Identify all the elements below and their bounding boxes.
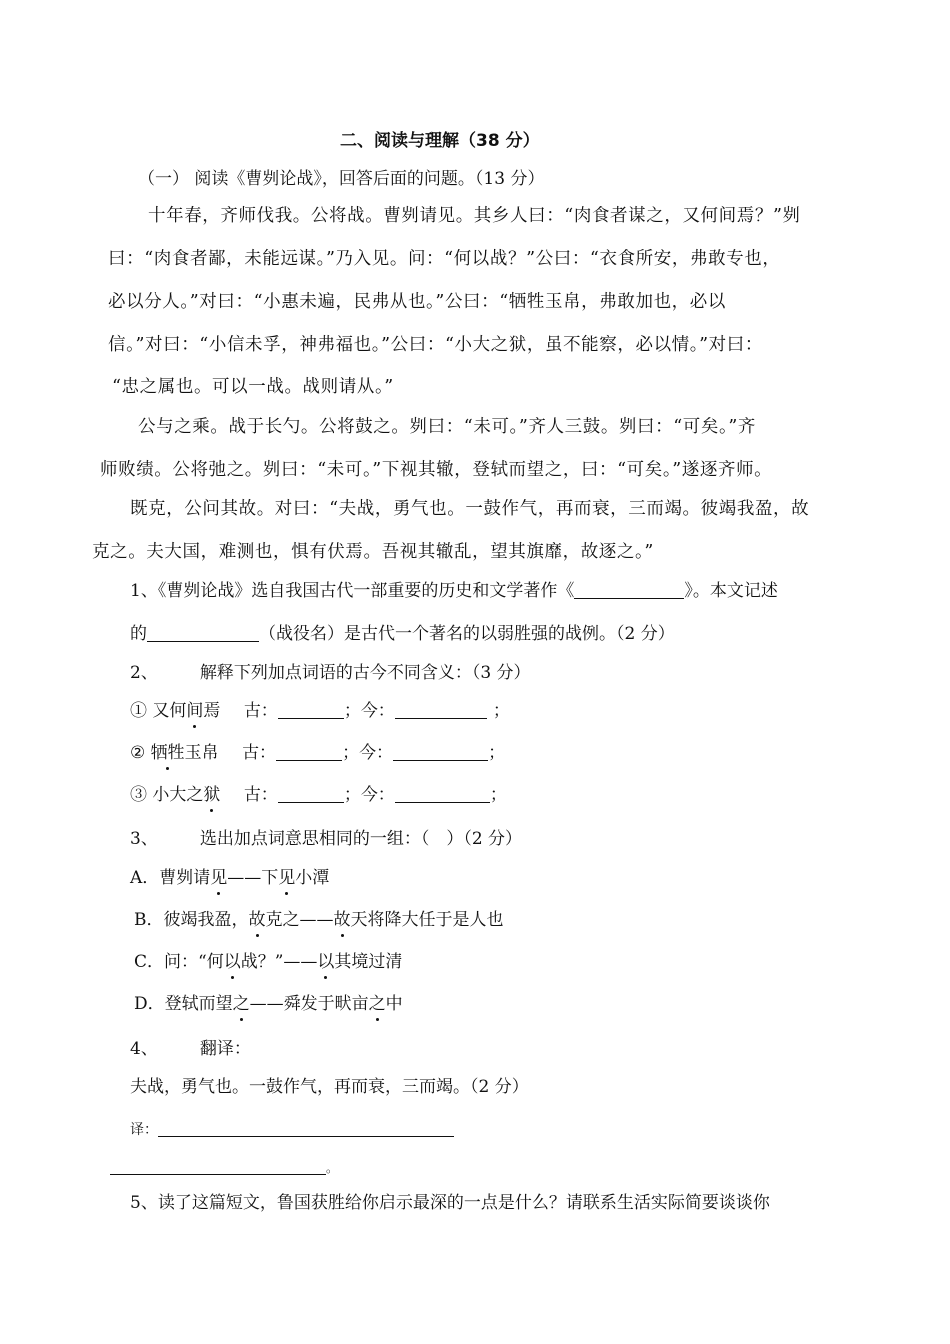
- item-mark: ②: [130, 743, 146, 763]
- option-a[interactable]: [130, 867, 329, 889]
- option-label: A．: [130, 868, 160, 888]
- passage-line: 既克，公问其故。对曰：“夫战，勇气也。一鼓作气，再而衰，三而竭。彼竭我盈，故: [130, 499, 810, 519]
- item-text: 焉: [203, 701, 221, 721]
- item-text: 玉帛: [184, 743, 219, 763]
- answer-blank-jin[interactable]: [395, 784, 490, 803]
- dotted-word: 以: [223, 952, 241, 972]
- section-title: 二、阅读与理解（38 分）: [340, 131, 540, 151]
- dotted-word: 间: [186, 701, 204, 721]
- q3-number: 3、: [130, 829, 158, 849]
- option-label: B．: [134, 910, 164, 930]
- separator: ；: [492, 701, 510, 721]
- item-text: 又何: [152, 701, 187, 721]
- option-text: 克之——: [265, 910, 334, 930]
- question-5: 5、读了这篇短文，鲁国获胜给你启示最深的一点是什么？请联系生活实际简要谈谈你: [130, 1193, 770, 1213]
- dotted-word: 见: [278, 868, 296, 888]
- separator: ；: [343, 785, 361, 805]
- answer-blank-battle[interactable]: [147, 623, 259, 642]
- option-b[interactable]: [134, 909, 504, 931]
- item-text: 小大之: [152, 785, 204, 805]
- passage-line: 公与之乘。战于长勺。公将鼓之。刿曰：“未可。”齐人三鼓。刿曰：“可矣。”齐: [138, 417, 756, 437]
- answer-blank-gu[interactable]: [276, 742, 342, 761]
- passage-line: 十年春，齐师伐我。公将战。曹刿请见。其乡人曰：“肉食者谋之，又何间焉？”刿: [148, 206, 801, 226]
- subsection-heading: （一） 阅读《曹刿论战》，回答后面的问题。（13 分）: [138, 169, 545, 189]
- option-text: ——舜发于畎亩: [249, 994, 369, 1014]
- jin-label: 今：: [359, 743, 394, 763]
- q4-number: 4、: [130, 1039, 158, 1059]
- option-text: 中: [385, 994, 403, 1014]
- jin-label: 今：: [360, 701, 395, 721]
- q1-text: （战役名）是古代一个著名的以弱胜强的战例。（2 分）: [259, 624, 675, 644]
- dotted-word: 故: [333, 910, 351, 930]
- option-text: 彼竭我盈，: [163, 910, 249, 930]
- dotted-word: 之: [232, 994, 250, 1014]
- answer-blank-gu[interactable]: [278, 700, 344, 719]
- answer-blank-jin[interactable]: [393, 742, 488, 761]
- q1-text: 的: [130, 624, 147, 644]
- option-label: D．: [134, 994, 165, 1014]
- answer-blank-gu[interactable]: [278, 784, 344, 803]
- dotted-word: 以: [317, 952, 335, 972]
- separator: ；: [343, 701, 361, 721]
- option-text: 战？”——: [240, 952, 318, 972]
- passage-line: 曰：“肉食者鄙，未能远谋。”乃入见。问：“何以战？”公曰：“衣食所安，弗敢专也，: [108, 249, 781, 269]
- option-text: 天将降大任于是人也: [350, 910, 504, 930]
- dotted-word: 狱: [203, 785, 221, 805]
- answer-blank-jin[interactable]: [395, 700, 487, 719]
- dotted-word: 故: [248, 910, 266, 930]
- option-d[interactable]: [134, 993, 403, 1015]
- q2-text: 解释下列加点词语的古今不同含义：（3 分）: [199, 663, 531, 683]
- q2-number: 2、: [130, 663, 158, 683]
- period: 。: [326, 1161, 339, 1175]
- option-text: 小潭: [295, 868, 330, 888]
- item-mark: ①: [130, 701, 147, 721]
- item-mark: ③: [130, 785, 147, 805]
- option-text: 曹刿请: [159, 868, 211, 888]
- passage-line: 师败绩。公将弛之。刿曰：“未可。”下视其辙，登轼而望之，曰：“可矣。”遂逐齐师。: [100, 460, 773, 480]
- dotted-word: 见: [210, 868, 228, 888]
- answer-blank-book[interactable]: [574, 580, 684, 599]
- separator: ；: [488, 743, 506, 763]
- yi-label: 译：: [130, 1122, 158, 1138]
- option-c[interactable]: [134, 951, 402, 973]
- separator: ；: [489, 785, 507, 805]
- translation-blank-2[interactable]: [110, 1156, 326, 1175]
- separator: ；: [342, 743, 360, 763]
- gu-label: 古：: [243, 701, 278, 721]
- passage-line: 必以分人。”对曰：“小惠未遍，民弗从也。”公曰：“牺牲玉帛，弗敢加也，必以: [108, 292, 726, 312]
- option-text: ——下: [227, 868, 279, 888]
- q1-text: 》。本文记述: [684, 581, 778, 601]
- passage-line: 信。”对曰：“小信未孚，神弗福也。”公曰：“小大之狱，虽不能察，必以情。”对曰：: [108, 335, 763, 355]
- gu-label: 古：: [243, 785, 278, 805]
- q3-text: 选出加点词意思相同的一组：（ ）（2 分）: [199, 829, 523, 849]
- option-label: C．: [134, 952, 165, 972]
- option-text: 其境过清: [334, 952, 403, 972]
- option-text: 登轼而望: [164, 994, 233, 1014]
- translation-blank-1[interactable]: [158, 1118, 454, 1137]
- dotted-word: 牺牲: [150, 743, 185, 763]
- gu-label: 古：: [242, 743, 277, 763]
- q4-text: 翻译：: [199, 1039, 251, 1059]
- dotted-word: 之: [368, 994, 386, 1014]
- option-text: 问：“何: [164, 952, 224, 972]
- passage-line: “忠之属也。可以一战。战则请从。”: [112, 377, 394, 397]
- jin-label: 今：: [360, 785, 395, 805]
- q4-sentence: 夫战，勇气也。一鼓作气，再而衰，三而竭。（2 分）: [130, 1077, 529, 1097]
- q1-text: 1、《曹刿论战》选自我国古代一部重要的历史和文学著作《: [130, 581, 575, 601]
- passage-line: 克之。夫大国，难测也，惧有伏焉。吾视其辙乱，望其旗靡，故逐之。”: [92, 542, 654, 562]
